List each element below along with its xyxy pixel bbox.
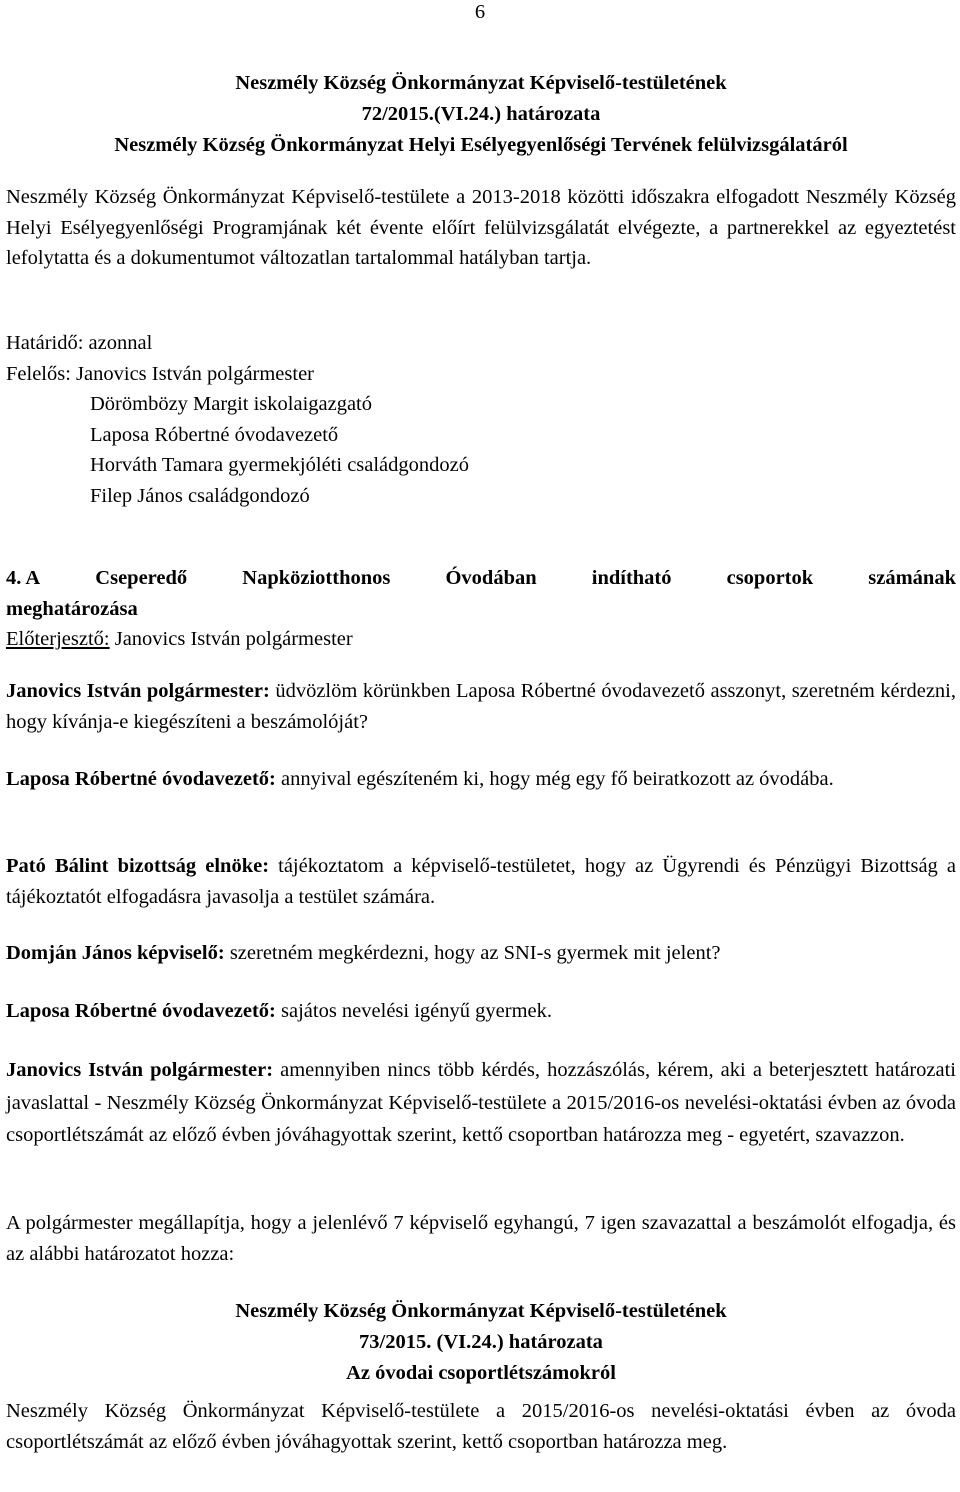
responsible-person: Janovics István polgármester — [76, 362, 315, 385]
responsible-person: Filep János családgondozó — [90, 484, 310, 507]
speaker: Pató Bálint bizottság elnöke: — [6, 855, 270, 877]
vote-statement-block — [6, 1208, 956, 1269]
presenter-name: Janovics István polgármester — [109, 628, 353, 650]
resolution-72-body: Neszmély Község Önkormányzat Képviselő-testületének — [235, 72, 727, 94]
speaker: Laposa Róbertné óvodavezető: — [6, 1000, 276, 1022]
speaker: Janovics István polgármester: — [6, 1059, 274, 1081]
agenda-item-number: 4. — [6, 567, 22, 589]
agenda-title-word: Cseperedő — [95, 567, 188, 589]
resolution-73-heading-cont — [6, 1327, 956, 1389]
resolution-72-meta — [6, 328, 956, 511]
responsible-line — [6, 359, 956, 390]
responsible-person: Dörömbözy Margit iskolaigazgató — [90, 393, 373, 415]
discussion-entry — [6, 1054, 956, 1152]
speech: amennyiben nincs több kérdés, hozzászólás, kérem, aki a beterjesztett határozati javaslattal - Neszmély Község Önkormányzat Képviselő-testülete a 2015/2016-os nevelési-oktatási évben az óvoda csoportlétszámát az előző évben jóváhagyottak szerint, kettő csoportban határozza meg - egyetért, szavazzon. — [6, 1059, 956, 1146]
resolution-72-number: 72/2015.(VI.24.) határozata — [361, 103, 601, 125]
responsible-label: Felelős: — [6, 362, 77, 385]
resolution-73-number: 73/2015. (VI.24.) határozata — [359, 1331, 603, 1353]
speech: annyival egészíteném ki, hogy még egy fő beiratkozott az óvodába. — [275, 768, 834, 790]
resolution-72-heading — [6, 68, 956, 161]
agenda-title-word: indítható — [591, 567, 672, 589]
discussion-entry — [6, 851, 956, 912]
resolution-72-subject: Neszmély Község Önkormányzat Helyi Esélyegyenlőségi Tervének felülvizsgálatáról — [114, 134, 848, 156]
resolution-73-text: Neszmély Község Önkormányzat Képviselő-testülete a 2015/2016-os nevelési-oktatási évben az óvoda csoportlétszámát az előző évben jóváhagyottak szerint, kettő csoportban határozza meg. — [6, 1400, 956, 1453]
agenda-title-word: számának — [868, 567, 956, 589]
discussion-entry — [6, 764, 956, 795]
speech: üdvözlöm körünkben Laposa Róbertné óvodavezető asszonyt, szeretném kérdezni, hogy kívánja-e kiegészíteni a beszámolóját? — [6, 680, 956, 733]
speech: tájékoztatom a képviselő-testületet, hogy az Ügyrendi és Pénzügyi Bizottság a tájékoztatót elfogadásra javasolja a testület számára. — [6, 855, 956, 908]
page-number: 6 — [474, 1, 486, 23]
discussion-entry — [6, 676, 956, 737]
speaker: Domján János képviselő: — [6, 942, 225, 964]
deadline: Határidő: azonnal — [6, 332, 153, 354]
agenda-item-4 — [6, 563, 956, 655]
vote-statement: A polgármester megállapítja, hogy a jelenlévő 7 képviselő egyhangú, 7 igen szavazattal a beszámolót elfogadja, és az alábbi határozatot hozza: — [6, 1212, 956, 1265]
resolution-73-text-block — [6, 1396, 956, 1457]
discussion-entry — [6, 938, 956, 969]
speaker: Laposa Róbertné óvodavezető: — [6, 768, 276, 790]
presenter-label: Előterjesztő: — [6, 628, 110, 650]
agenda-item-title — [6, 563, 956, 594]
resolution-73-subject: Az óvodai csoportlétszámokról — [346, 1362, 616, 1384]
responsible-person: Horváth Tamara gyermekjóléti családgondozó — [90, 454, 470, 476]
discussion-entry — [6, 996, 956, 1027]
resolution-73-heading — [6, 1296, 956, 1327]
resolution-73-body: Neszmély Község Önkormányzat Képviselő-testületének — [235, 1300, 727, 1322]
agenda-title-word: csoportok — [726, 567, 814, 589]
resolution-72-text: Neszmély Község Önkormányzat Képviselő-testülete a 2013-2018 közötti időszakra elfogadott Neszmély Község Helyi Esélyegyenlőségi Programjának két évente előírt felülvizsgálatát elvégezte, a partnerekkel az egyeztetést lefolytatta és a dokumentumot változatlan tartalommal hatályban tartja. — [6, 186, 956, 269]
agenda-title-word: A — [25, 567, 41, 589]
presenter-line — [6, 624, 956, 655]
responsible-person: Laposa Róbertné óvodavezető — [90, 423, 339, 446]
resolution-72-text-block — [6, 182, 956, 274]
agenda-title-word: Óvodában — [445, 567, 537, 589]
speaker: Janovics István polgármester: — [6, 680, 270, 702]
agenda-item-title-cont: meghatározása — [6, 597, 138, 620]
agenda-title-word: Napköziotthonos — [242, 567, 391, 589]
speech: szeretném megkérdezni, hogy az SNI-s gyermek mit jelent? — [224, 942, 721, 964]
speech: sajátos nevelési igényű gyermek. — [275, 1000, 552, 1022]
